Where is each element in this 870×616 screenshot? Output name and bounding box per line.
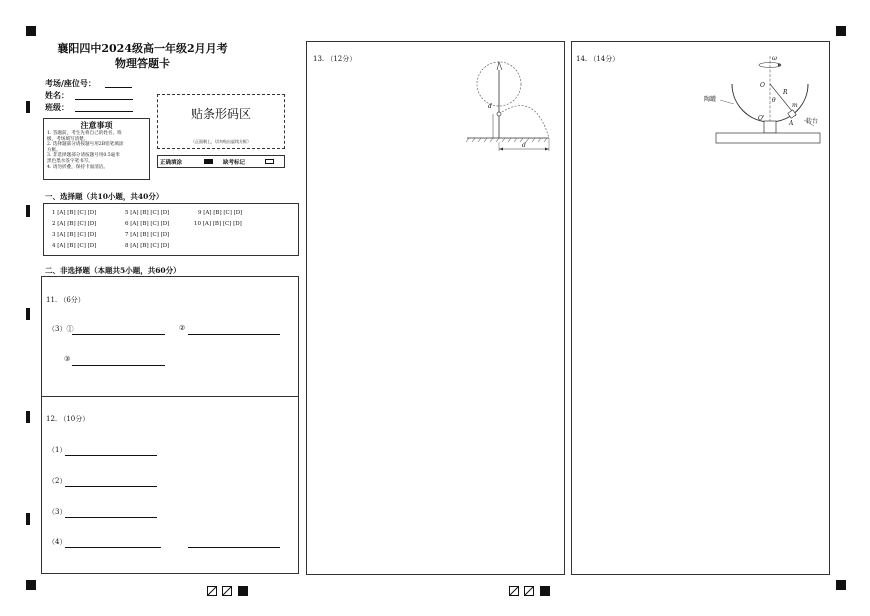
notice-title: 注意事项 <box>80 120 113 130</box>
class-label: 班级： <box>45 102 69 112</box>
corner-mark-bottom-left <box>26 580 36 590</box>
notice-line: 黑色墨水签字笔书写。 <box>47 158 93 164</box>
q12-answer-1[interactable] <box>65 455 157 456</box>
choice-row[interactable]: 4 [A] [B] [C] [D] <box>52 243 97 249</box>
q14-diagram <box>694 50 829 148</box>
q12-title: 12. （10分） <box>46 415 90 423</box>
notice-line: 方框。 <box>47 147 61 153</box>
choice-row[interactable]: 2 [A] [B] [C] [D] <box>52 221 97 227</box>
page-marker <box>207 582 252 601</box>
timing-mark <box>26 513 30 525</box>
fill-legend <box>157 155 285 168</box>
section2-title: 二、非选择题（本题共5小题，共60分） <box>45 266 181 275</box>
class-input[interactable] <box>75 111 133 112</box>
q12-answer-4a[interactable] <box>65 547 161 548</box>
q14-label-Oprime: O' <box>758 115 765 122</box>
barcode-title: 贴条形码区 <box>190 107 251 121</box>
q13-diagram <box>457 50 562 156</box>
q11-part3c-label: ③ <box>64 355 71 363</box>
q14-label-theta: θ <box>772 97 776 104</box>
absent-mark-label: 缺考标记 <box>223 160 246 166</box>
notice-line: 级、考场填写清楚。 <box>47 136 89 142</box>
q12-part-label: （1） <box>48 446 67 454</box>
correct-fill-label: 正确填涂 <box>160 160 183 166</box>
q14-label-omega: ω <box>772 55 777 62</box>
barcode-note: （正面朝上，切勿贴出虚线方框） <box>191 139 251 144</box>
section1-title: 一、选择题（共10小题，共40分） <box>45 192 164 201</box>
timing-mark <box>26 101 30 113</box>
name-input[interactable] <box>75 99 133 100</box>
q13-label-d-horizontal: d <box>522 142 526 149</box>
q14-answer-panel[interactable] <box>571 41 830 575</box>
q12-part-label: （4） <box>48 538 67 546</box>
choice-row[interactable]: 1 [A] [B] [C] [D] <box>52 210 97 216</box>
q11-answer-3[interactable] <box>72 365 165 366</box>
choice-row[interactable]: 3 [A] [B] [C] [D] <box>52 232 97 238</box>
q14-title: 14. （14分） <box>576 55 620 63</box>
q12-answer-4b[interactable] <box>188 547 280 548</box>
q13-label-d-vertical: d <box>488 103 492 110</box>
notice-line: 1. 答题前，考生先将自己的姓名、班 <box>47 131 122 136</box>
q11-answer-1[interactable] <box>72 334 165 335</box>
choice-row[interactable]: 6 [A] [B] [C] [D] <box>125 221 170 227</box>
q12-part-label: （2） <box>48 477 67 485</box>
exam-seat-label: 考场/座位号： <box>45 78 96 88</box>
q14-label-m: m <box>792 102 798 109</box>
q14-label-table: 转台 <box>806 118 819 125</box>
sheet-title: 物理答题卡 <box>115 57 170 70</box>
barcode-area <box>157 94 285 149</box>
q11-answer-2[interactable] <box>188 334 280 335</box>
q12-box <box>41 396 299 574</box>
choice-row[interactable]: 9 [A] [B] [C] [D] <box>198 210 243 216</box>
q12-part-label: （3） <box>48 508 67 516</box>
page-marker <box>509 582 554 601</box>
q12-answer-2[interactable] <box>65 486 157 487</box>
corner-mark-top-left <box>26 26 36 36</box>
q14-label-A: A <box>789 120 794 127</box>
exam-seat-input[interactable] <box>105 87 132 88</box>
timing-mark <box>26 411 30 423</box>
q11-part3-label: （3）① <box>48 325 74 333</box>
q14-label-pot: 陶罐 <box>704 96 717 103</box>
choice-row[interactable]: 7 [A] [B] [C] [D] <box>125 232 170 238</box>
choice-row[interactable]: 8 [A] [B] [C] [D] <box>125 243 170 249</box>
q13-answer-panel[interactable] <box>306 41 565 575</box>
q13-title: 13. （12分） <box>313 55 357 63</box>
exam-title: 襄阳四中2024级高一年级2月月考 <box>57 42 228 55</box>
corner-mark-top-right <box>836 26 846 36</box>
q14-label-O: O <box>760 82 765 89</box>
timing-mark <box>26 205 30 217</box>
choice-row[interactable]: 5 [A] [B] [C] [D] <box>125 210 170 216</box>
choice-answer-box <box>43 203 299 256</box>
notice-line: 2. 选择题部分请按题号用2B铅笔填涂 <box>47 142 124 148</box>
q11-box <box>41 276 299 397</box>
notice-box <box>43 118 150 180</box>
absent-mark-box[interactable] <box>265 159 274 164</box>
correct-fill-sample <box>204 159 213 164</box>
choice-row[interactable]: 10 [A] [B] [C] [D] <box>194 221 242 227</box>
notice-line: 3. 非选择题部分请按题号用0.5毫米 <box>47 153 120 159</box>
corner-mark-bottom-right <box>836 580 846 590</box>
timing-mark <box>26 308 30 320</box>
q14-label-R: R <box>783 89 788 96</box>
notice-line: 4. 请勿折叠，保持卡面清洁。 <box>47 164 108 170</box>
q11-part3b-label: ② <box>179 324 186 332</box>
q12-answer-3[interactable] <box>65 517 157 518</box>
q11-title: 11. （6分） <box>46 296 85 304</box>
name-label: 姓名： <box>45 90 69 100</box>
